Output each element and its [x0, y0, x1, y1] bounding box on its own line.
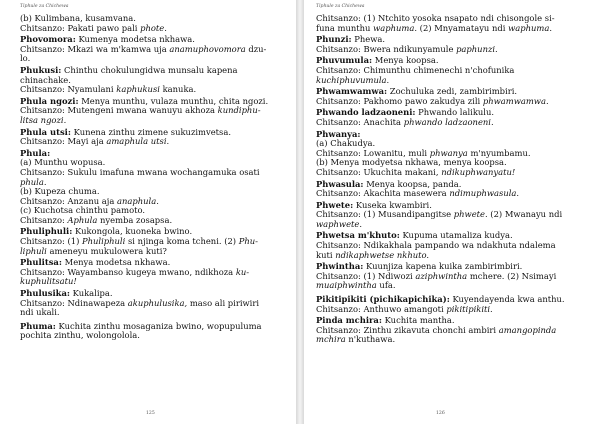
entry-line: liphuli ameneyu mukulowera kuti? — [20, 245, 167, 256]
entry-line: Chitsanzo: Anthuwo amangoti pikitipikiti. — [316, 303, 493, 314]
dictionary-entry — [20, 289, 288, 318]
dictionary-entry — [20, 66, 288, 95]
entry-line: (c) Kuchotsa chinthu pamoto. — [20, 205, 146, 216]
entry-line: Phulusika: Kukalipa. — [20, 288, 113, 299]
entry-line: Chitsanzo: Wayambanso kugeya mwano, ndikhoza ku- — [20, 266, 250, 277]
dictionary-entry — [20, 322, 288, 341]
entry-line: Chitsanzo: Ndikakhala pampando wa ndakhuta ndalema — [316, 240, 556, 251]
entry-headword: Phwasula: — [316, 178, 364, 189]
entry-line: (b) Kulimbana, kusamvana. — [20, 13, 136, 23]
dictionary-entry — [316, 262, 586, 291]
entry-line: Phuvumula: Menya koopsa. — [316, 55, 439, 66]
entry-line: Phula ngozi: Menya munthu, vulaza munthu, chita ngozi. — [20, 95, 269, 106]
dictionary-entry — [20, 149, 288, 226]
entry-headword: Phulitsa: — [20, 257, 62, 268]
dictionary-entry — [316, 35, 586, 54]
dictionary-entry — [316, 130, 586, 178]
entry-headword: Phuma: — [20, 320, 56, 331]
entry-headword: Phwetsa m'khuto: — [316, 230, 400, 241]
entry-line: Phwamwamwa: Zochuluka zedi, zambirimbiri. — [316, 86, 518, 97]
entry-line: (a) Chakudya. — [316, 138, 376, 149]
entry-headword: Phukusi: — [20, 64, 62, 75]
entry-line: Chitsanzo: Mutengeni mwana wanuyu akhoza kundiphu- — [20, 105, 261, 116]
entry-line: (b) Menya modyetsa nkhawa, menya koopsa. — [316, 157, 507, 168]
running-header: Tiphule za Chichewa — [316, 4, 365, 9]
entry-headword: Phovomora: — [20, 34, 76, 45]
entry-line: Chitsanzo: Ukuchita makani, ndikuphwanyatu! — [316, 166, 516, 177]
entry-line: chinachake. — [20, 74, 71, 85]
entry-line: Chitsanzo: (1) Phuliphuli si njinga koma tcheni. (2) Phu- — [20, 236, 258, 247]
entry-line: muaiphwintha ufa. — [316, 280, 396, 291]
entry-line: mchira n'kuthawa. — [316, 334, 396, 345]
dictionary-entry — [316, 180, 586, 199]
entry-line: Chitsanzo: Zinthu zikavuta chonchi ambiri amangopinda — [316, 324, 557, 335]
entry-line: Chitsanzo: Aphula nyemba zosapsa. — [20, 214, 173, 225]
entry-headword: Phwete: — [316, 199, 354, 210]
entry-line: kuchiphuvumula. — [316, 74, 390, 85]
running-header: Tiphule za Chichewa — [20, 4, 69, 9]
entry-line: Chitsanzo: Anachita phwando ladzaoneni. — [316, 116, 494, 127]
entry-headword: Phunzi: — [316, 34, 352, 45]
entry-line: Chitsanzo: (1) Musandipangitse phwete. (2) Mwanayu ndi — [316, 209, 563, 220]
entry-line: Chitsanzo: Pakati pawo pali phote. — [20, 22, 167, 33]
entry-headword: Pinda mchira: — [316, 315, 382, 326]
entry-line: Chitsanzo: (1) Ndiwozi aziphwintha mchere. (2) Nsimayi — [316, 270, 557, 281]
entry-line: kuti ndikaphwetse nkhuto. — [316, 249, 430, 260]
dictionary-entry — [316, 87, 586, 106]
entry-line: Phunzi: Phewa. — [316, 34, 386, 45]
entry-line: Chitsanzo: Bwera ndikunyamule paphunzi. — [316, 43, 498, 54]
entry-line: kuphulitsatu! — [20, 276, 77, 287]
dictionary-entry — [20, 258, 288, 287]
entry-line: Phukusi: Chinthu chokulungidwa munsalu kapena — [20, 64, 238, 75]
dictionary-entry — [316, 295, 586, 314]
entry-line: Chitsanzo: Mkazi wa m'kamwa uja anamuphovomora dzu- — [20, 43, 267, 54]
entry-line: funa munthu waphuma. (2) Mnyamatayu ndi waphuma. — [316, 22, 552, 33]
page-number: 125 — [146, 411, 155, 416]
entry-line: lo. — [20, 53, 31, 64]
entry-headword: Phwando ladzaoneni: — [316, 107, 416, 118]
entry-line: Phwasula: Menya koopsa, panda. — [316, 178, 462, 189]
entry-headword: Pikitipikiti (pichikapichika): — [316, 294, 450, 305]
entry-line: Chitsanzo: Ndinawapeza akuphulusika, maso ali piriwiri — [20, 297, 260, 308]
dictionary-entry — [20, 35, 288, 64]
entry-line: Chitsanzo: Chimunthu chimenechi n'chofunika — [316, 64, 515, 75]
dictionary-entry — [316, 201, 586, 230]
entry-line: Chitsanzo: Nyamulani kaphukusi kanuka. — [20, 84, 197, 95]
entry-line: Phwando ladzaoneni: Phwando lalikulu. — [316, 107, 495, 118]
dictionary-entry — [20, 97, 288, 126]
entry-headword: Phuliphuli: — [20, 226, 73, 237]
entry-line: phula. — [20, 176, 47, 187]
book-gutter — [296, 0, 304, 424]
entry-line: Pinda mchira: Kuchita mantha. — [316, 315, 455, 326]
dictionary-entry — [316, 316, 586, 345]
entry-line: Chitsanzo: (1) Ntchito yosoka nsapato ndi chisongole si- — [316, 13, 555, 23]
dictionary-entry — [316, 108, 586, 127]
entry-line: Phula utsi: Kunena zinthu zimene sukuzimvetsa. — [20, 126, 231, 137]
entry-headword: Phuvumula: — [316, 55, 373, 66]
entry-headword: Phwintha: — [316, 261, 364, 272]
dictionary-entry — [316, 231, 586, 260]
entry-line: (b) Kupeza chuma. — [20, 186, 100, 197]
entry-line: Phwete: Kuseka kwambiri. — [316, 199, 432, 210]
entry-line: (a) Munthu wopusa. — [20, 157, 106, 168]
dictionary-entry — [20, 14, 288, 33]
entry-line: pochita zinthu, wolongolola. — [20, 330, 140, 341]
dictionary-entry — [20, 128, 288, 147]
entry-line: Chitsanzo: Lowanitu, muli phwanya m'nyumbamu. — [316, 147, 531, 158]
left-page-body — [20, 14, 288, 343]
entry-line: litsa ngozi. — [20, 114, 67, 125]
entry-line: Chitsanzo: Akachita masewera ndimuphwasula. — [316, 188, 520, 199]
entry-line: waphwete. — [316, 218, 363, 229]
dictionary-entry — [316, 56, 586, 85]
entry-line: Chitsanzo: Pakhomo pawo zakudya zili phwamwamwa. — [316, 95, 549, 106]
dictionary-entry — [20, 227, 288, 256]
entry-line: Chitsanzo: Anzanu aja anaphula. — [20, 195, 159, 206]
entry-line: Pikitipikiti (pichikapichika): Kuyendayenda kwa anthu. — [316, 294, 565, 305]
entry-line: Phulitsa: Menya modetsa nkhawa. — [20, 257, 171, 268]
entry-line: Phuma: Kuchita zinthu mosaganiza bwino, wopupuluma — [20, 320, 262, 331]
entry-line: Phovomora: Kumenya modetsa nkhawa. — [20, 34, 195, 45]
page-number: 126 — [436, 411, 445, 416]
entry-headword: Phula: — [20, 147, 51, 158]
right-page — [304, 0, 600, 424]
left-page — [0, 0, 296, 424]
entry-line: Phwintha: Kuunjiza kapena kuika zambirimbiri. — [316, 261, 523, 272]
entry-headword: Phula ngozi: — [20, 95, 79, 106]
entry-line: Chitsanzo: Sukulu imafuna mwana wochangamuka osati — [20, 166, 260, 177]
entry-line: Phwetsa m'khuto: Kupuma utamaliza kudya. — [316, 230, 513, 241]
entry-line: Chitsanzo: Mayi aja amaphula utsi. — [20, 136, 170, 147]
entry-headword: Phulusika: — [20, 288, 70, 299]
entry-line: ndi ukali. — [20, 307, 60, 318]
entry-headword: Phula utsi: — [20, 126, 71, 137]
right-page-body — [316, 14, 586, 347]
entry-headword: Phwanya: — [316, 128, 361, 139]
dictionary-entry — [316, 14, 586, 33]
entry-line: Phuliphuli: Kukongola, kuoneka bwino. — [20, 226, 193, 237]
entry-headword: Phwamwamwa: — [316, 86, 388, 97]
